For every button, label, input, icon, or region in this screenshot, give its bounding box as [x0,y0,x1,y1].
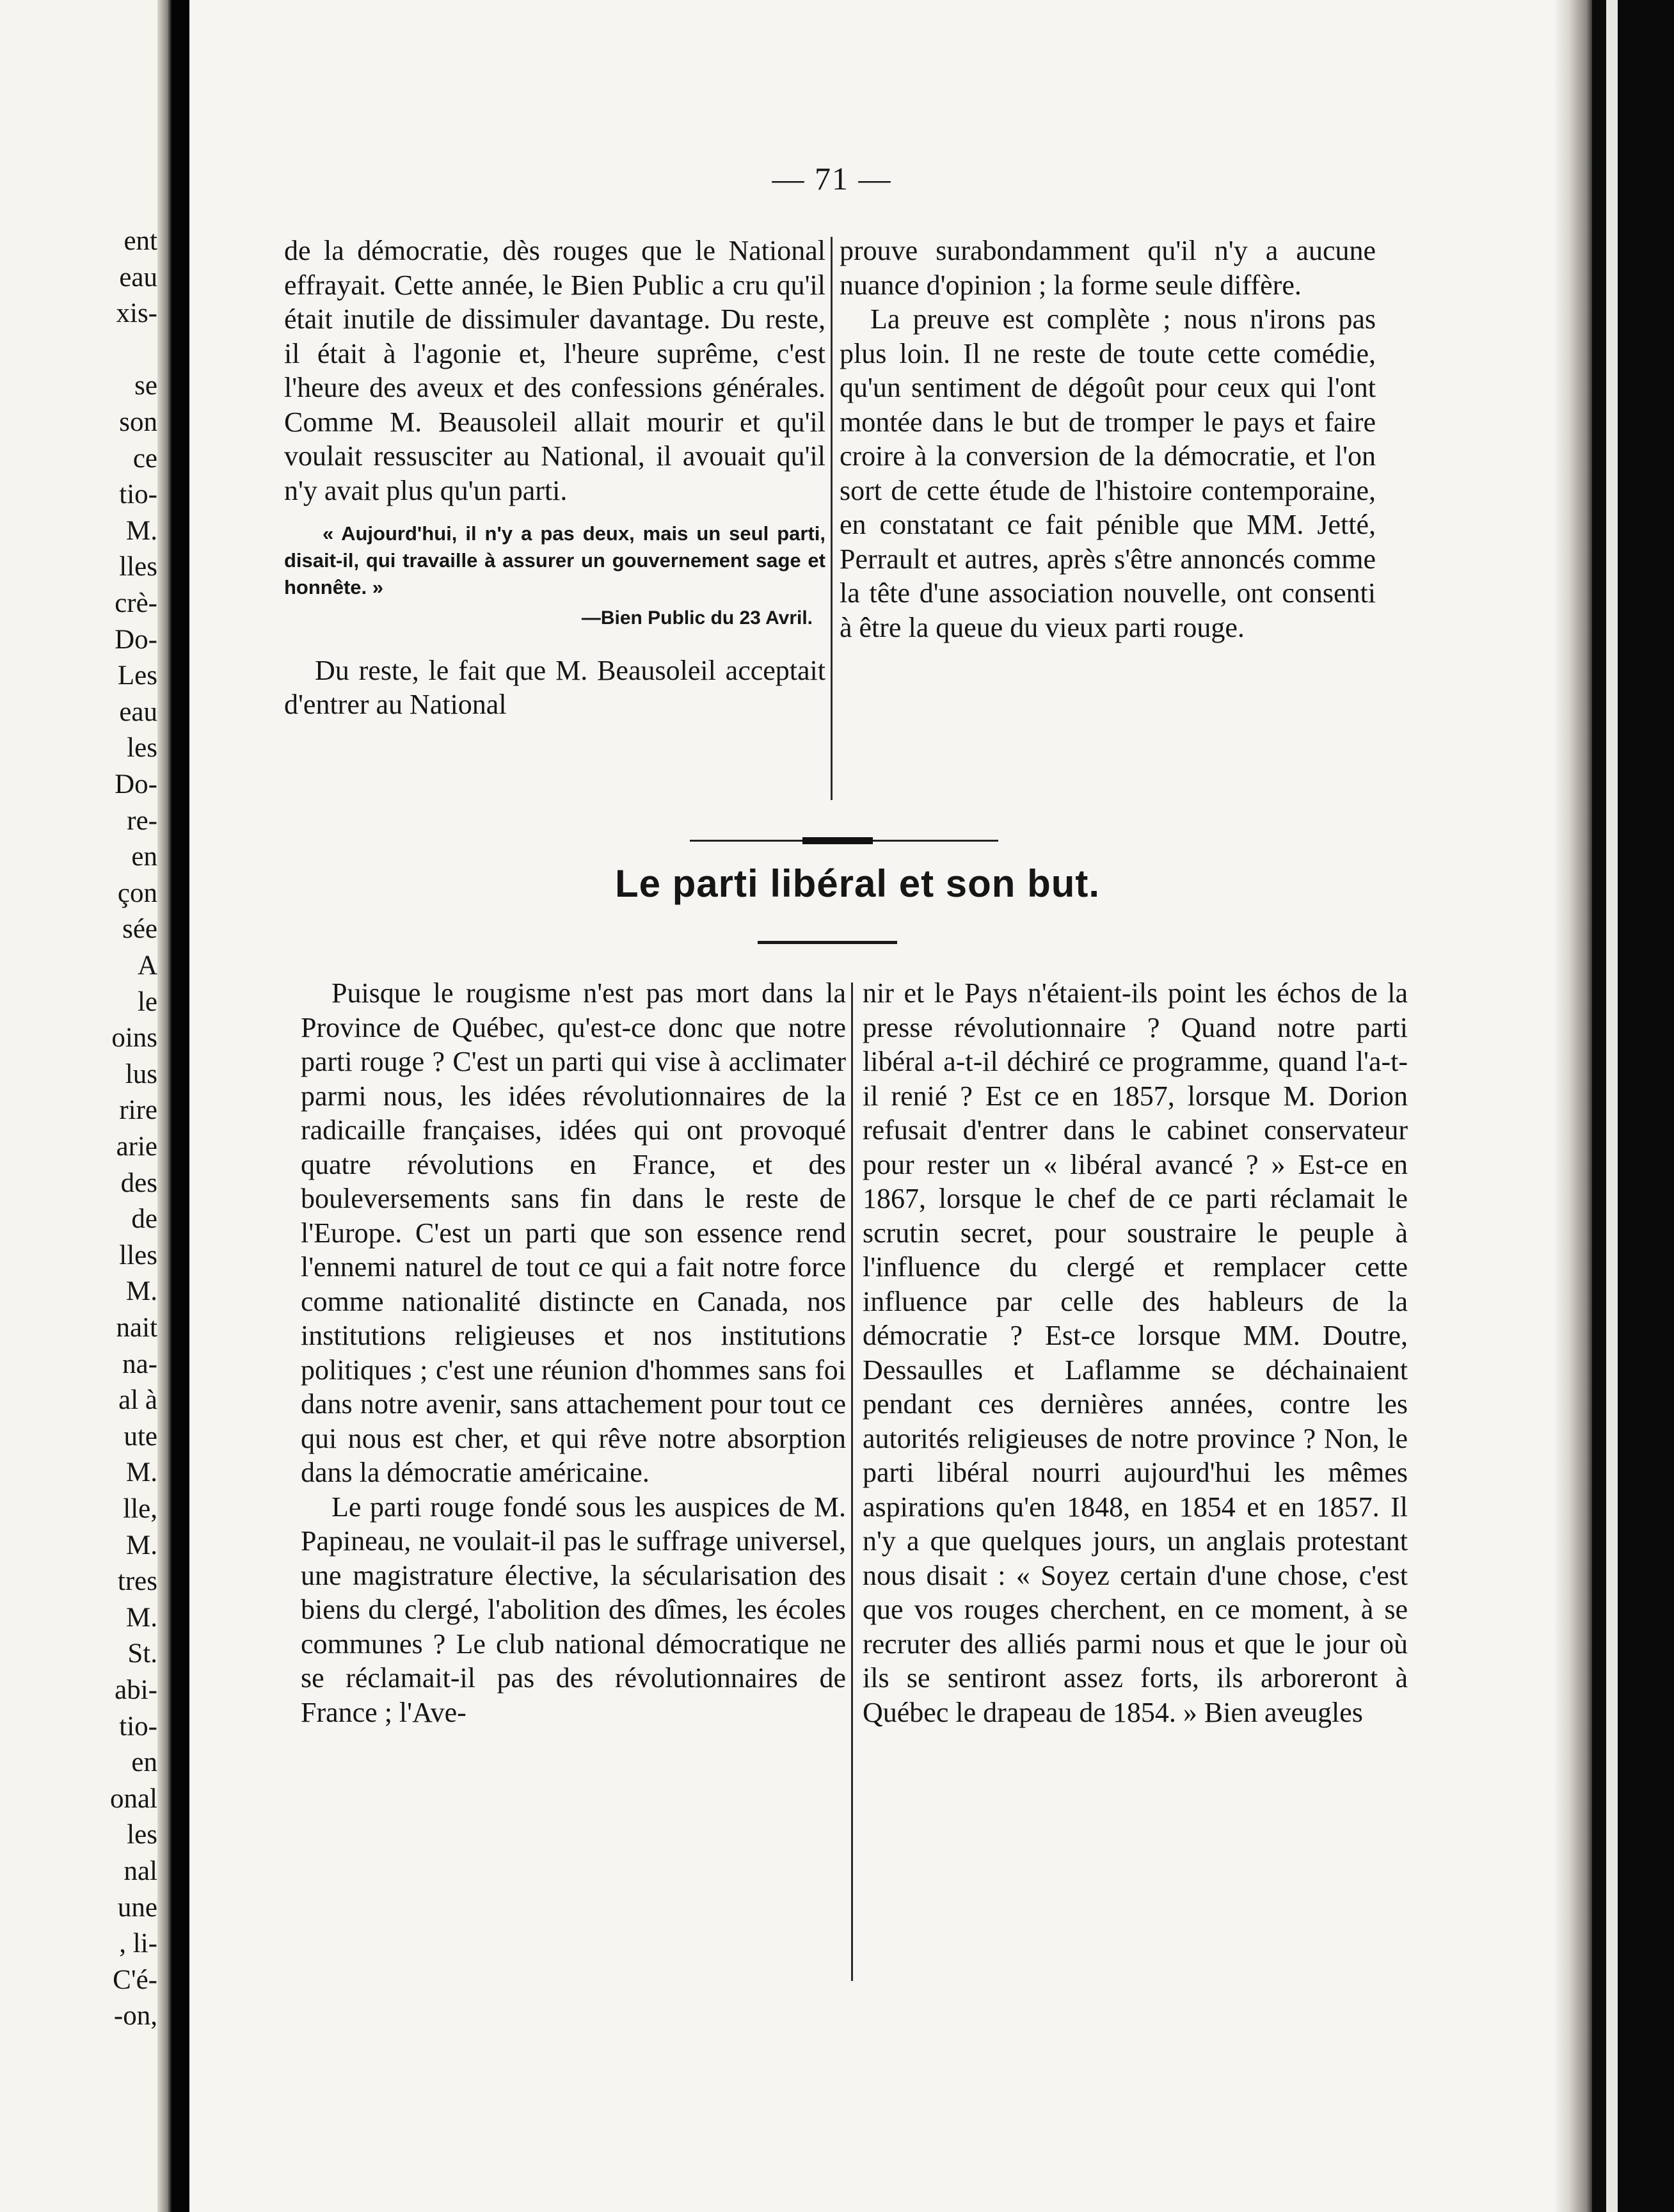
left-page-fragment: oins [111,1023,157,1054]
left-page-fragment: M. [126,515,157,546]
left-page-fragment: eau [119,262,157,293]
column-top-left [284,234,825,722]
left-page-fragment: Do- [115,769,157,799]
left-page-fragment: tio- [119,479,157,510]
left-page-fragment: rire [119,1095,157,1126]
left-page-fragment: les [127,733,157,764]
block-quote: « Aujourd'hui, il n'y a pas deux, mais un seul parti, disait-il, qui travaille à assurer un gouvernement sage et honnête. » [284,522,825,598]
column-bottom-right [863,976,1408,1729]
left-page-fragment: tres [117,1566,157,1597]
left-page-fragment: en [131,1747,157,1778]
left-page-fragment: re- [127,805,157,836]
left-page-fragment: nait [116,1313,157,1343]
left-page-fragment: une [117,1892,157,1923]
left-page-fragment: lles [119,552,157,582]
page-edge [1554,0,1592,2212]
left-page-fragment: son [119,407,157,437]
quote-source: —Bien Public du 23 Avril. [581,607,813,629]
paragraph: Du reste, le fait que M. Beausoleil acceptait d'entrer au National [284,654,825,720]
left-page-fragment: Les [117,661,157,691]
left-page-fragment: le [137,986,157,1017]
left-page-fragment: les [127,1820,157,1850]
left-page-fragment: na- [122,1349,157,1379]
left-page-fragment: M. [126,1530,157,1560]
page-number: — 71 — [772,161,892,196]
column-top-right [840,234,1376,645]
paragraph: La preuve est complète ; nous n'irons pas plus loin. Il ne reste de toute cette comédie, qu'un sentiment de dégoût pour ceux qui l'ont montée dans le but de tromper le pays et faire croire à la conversion de la démocratie, et l'on sort de cette étude de l'histoire contemporaine, en constatant ce fait pénible que MM. Jetté, Perrault et autres, après s'être annoncés comme la tête d'une association nouvelle, ont consenti à être la queue du vieux parti rouge. [840,303,1376,643]
column-rule [831,237,833,800]
left-page-fragment: crè- [115,588,157,618]
paragraph: Puisque le rougisme n'est pas mort dans la Province de Québec, qu'est-ce donc que notre parti rouge ? C'est un parti qui vise à acclimater parmi nous, les idées révolutionnaires de la radicaille françaises, idées qui ont provoqué quatre révolutions en France, et des bouleversements sans fin dans le reste de l'Europe. C'est un parti que son essence rend l'ennemi naturel de tout ce qui a fait notre force comme nationalité distincte en Canada, nos institutions religieuses et nos institutions politiques ; c'est une réunion d'hommes sans foi dans notre avenir, sans attachement pour tout ce qui nous est cher, et qui rêve notre absorption dans la démocratie américaine. [301,977,846,1488]
left-page-fragment: xis- [116,298,157,329]
left-page-fragment: ute [124,1421,157,1452]
left-page-fragment: A [137,950,157,981]
left-page-fragment: çon [117,878,157,908]
paragraph: nir et le Pays n'étaient-ils point les échos de la presse révolutionnaire ? Quand notre parti libéral a-t-il déchiré ce programme, quand l'a-t-il renié ? Est ce en 1857, lorsque M. Dorion refusait d'entrer dans le cabinet conservateur pour rester un « libéral avancé ? » Est-ce en 1867, lorsque le chef de ce parti réclamait le scrutin secret, pour soustraire le peuple à l'influence du clergé et remplacer cette influence par celle des hableurs de la démocratie ? Est-ce lorsque MM. Doutre, Dessaulles et Laflamme se déchainaient pendant ces dernières années, contre les autorités religieuses de notre province ? Non, le parti libéral nourri aujourd'hui les mêmes aspirations qu'en 1848, en 1854 et en 1857. Il n'y a que quelques jours, un anglais protestant nous disait : « Soyez certain d'une chose, c'est que vos rouges cherchent, en ce moment, à se recruter des alliés parmi nous et que le jour où ils se sentiront assez forts, ils arboreront à Québec le drapeau de 1854. » Bien aveugles [863,977,1408,1728]
paragraph: Le parti rouge fondé sous les auspices de M. Papineau, ne voulait-il pas le suffrage universel, une magistrature élective, la sécularisation des biens du clergé, l'abolition des dîmes, les écoles communes ? Le club national démocratique ne se réclamait-il pas des révolutionnaires de France ; l'Ave- [301,1491,846,1728]
section-headline: Le parti libéral et son but. [614,862,1101,905]
left-page-fragment: eau [119,696,157,727]
left-page-fragment: C'é- [113,1964,157,1995]
left-page-fragment: lle, [123,1494,157,1524]
left-page-fragment: lles [119,1240,157,1270]
left-page-fragment: M. [126,1276,157,1307]
left-page-fragment: M. [126,1457,157,1488]
left-page-fragment: M. [126,1602,157,1633]
left-page-fragment: nal [124,1856,157,1886]
left-facing-page [0,0,171,2212]
left-page-fragment: al à [118,1385,157,1416]
left-page-fragment: abi- [115,1675,157,1705]
left-page-fragment: en [131,842,157,872]
left-page-fragment: lus [125,1059,157,1089]
left-page-fragment: tio- [119,1711,157,1742]
column-bottom-left [301,976,846,1729]
left-page-fragment: Do- [115,624,157,655]
left-page-fragment: ce [132,443,157,474]
headline-underline [758,941,897,944]
right-border [1592,0,1674,2212]
left-page-fragment: se [134,371,157,401]
paragraph: prouve surabondamment qu'il n'y a aucune nuance d'opinion ; la forme seule diffère. [840,235,1376,301]
left-page-fragment: St. [127,1639,157,1669]
left-page-fragment: arie [116,1132,157,1162]
left-page-fragment: , li- [119,1928,157,1959]
left-page-gutter [157,0,171,2212]
left-page-fragment: de [131,1204,157,1235]
left-page-fragment: ent [124,226,157,256]
paragraph: de la démocratie, dès rouges que le National effrayait. Cette année, le Bien Public a cru qu'il était inutile de dissimuler davantage. Du reste, il était à l'agonie et, l'heure suprême, c'est l'heure des aveux et des confessions générales. Comme M. Beausoleil allait mourir et qu'il voulait ressusciter au National, il avouait qu'il n'y avait plus qu'un parti. [284,235,825,506]
left-page-fragment: sée [122,914,157,945]
section-separator [690,840,998,842]
left-page-fragment: onal [109,1783,157,1814]
book-spine [171,0,189,2212]
left-page-fragment: des [120,1167,157,1198]
column-rule [851,982,853,1981]
left-page-fragment: -on, [113,2001,157,2032]
